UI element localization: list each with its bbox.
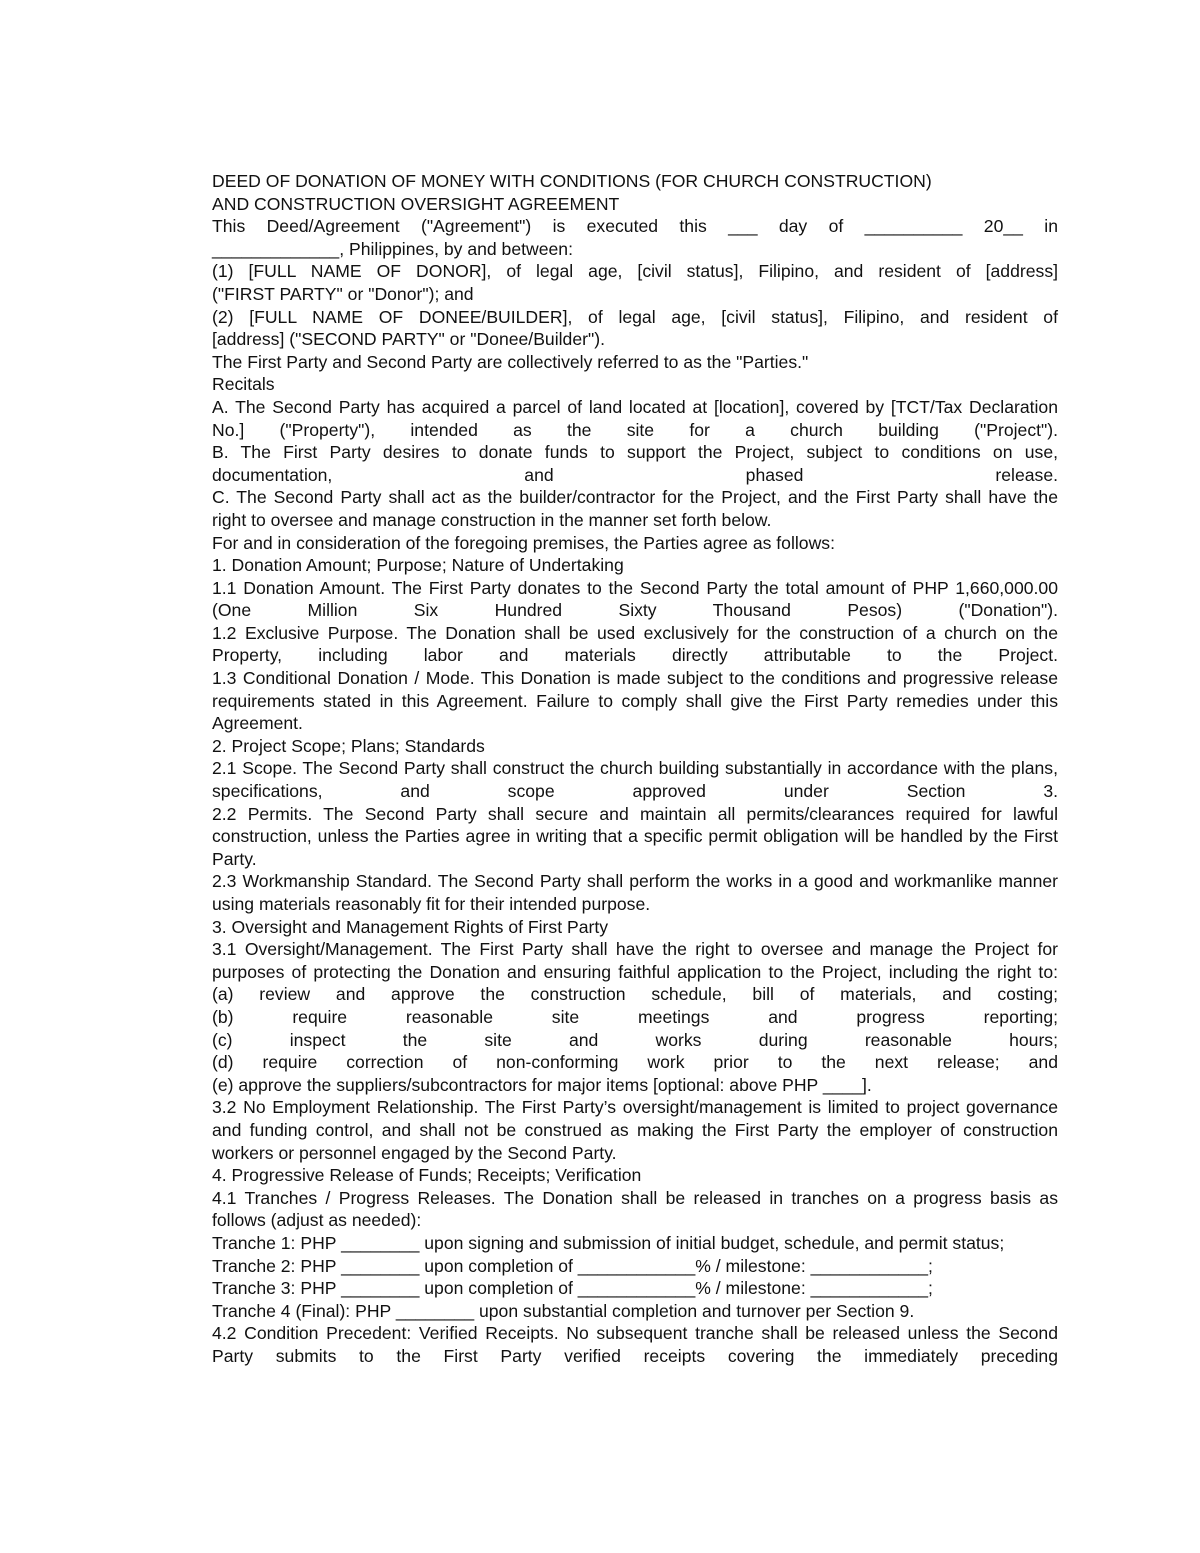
party-two-line-1: (2) [FULL NAME OF DONEE/BUILDER], of legal age, [civil status], Filipino, and resident of [212, 306, 1058, 327]
section-3-1-e: (e) approve the suppliers/subcontractors for major items [optional: above PHP ____]. [212, 1074, 872, 1095]
recital-c: C. The Second Party shall act as the builder/contractor for the Project, and the First Party shall have the right to oversee and manage construction in the manner set forth below. [212, 487, 1058, 530]
title-line-2: AND CONSTRUCTION OVERSIGHT AGREEMENT [212, 193, 620, 214]
recital-b: B. The First Party desires to donate funds to support the Project, subject to conditions on use, documentation, and phased release. [212, 442, 1058, 485]
intro-line-2: _____________, Philippines, by and between: [212, 238, 573, 259]
section-1-heading: 1. Donation Amount; Purpose; Nature of Undertaking [212, 555, 624, 576]
party-one-line-2: ("FIRST PARTY" or "Donor"); and [212, 283, 474, 304]
section-3-1-d: (d) require correction of non-conforming work prior to the next release; and [212, 1052, 1058, 1073]
section-1-3: 1.3 Conditional Donation / Mode. This Donation is made subject to the conditions and progressive release requirements stated in this Agreement. Failure to comply shall give the First Party remedies under this Agreement. [212, 668, 1058, 734]
tranche-3: Tranche 3: PHP ________ upon completion of ____________% / milestone: ____________; [212, 1278, 933, 1299]
section-4-heading: 4. Progressive Release of Funds; Receipts; Verification [212, 1165, 642, 1186]
recitals-heading: Recitals [212, 374, 275, 395]
tranche-4: Tranche 4 (Final): PHP ________ upon substantial completion and turnover per Section 9. [212, 1300, 915, 1321]
party-one-line-1: (1) [FULL NAME OF DONOR], of legal age, [civil status], Filipino, and resident of [address] [212, 261, 1058, 282]
tranche-2: Tranche 2: PHP ________ upon completion of ____________% / milestone: ____________; [212, 1255, 933, 1276]
section-1-1: 1.1 Donation Amount. The First Party donates to the Second Party the total amount of PHP 1,660,000.00 (One Million Six Hundred Sixty Thousand Pesos) ("Donation"). [212, 577, 1058, 621]
section-3-1: 3.1 Oversight/Management. The First Party shall have the right to oversee and manage the Project for purposes of protecting the Donation and ensuring faithful application to the Project, including the right to: [212, 939, 1058, 982]
section-3-2: 3.2 No Employment Relationship. The First Party’s oversight/management is limited to project governance and funding control, and shall not be construed as making the First Party the employer of construction workers or personnel engaged by the Second Party. [212, 1097, 1058, 1163]
section-4-2: 4.2 Condition Precedent: Verified Receipts. No subsequent tranche shall be released unless the Second Party submits to the First Party verified receipts covering the immediately preceding [212, 1323, 1058, 1366]
section-2-1: 2.1 Scope. The Second Party shall construct the church building substantially in accordance with the plans, specifications, and scope approved under Section 3. [212, 758, 1058, 802]
parties-definition: The First Party and Second Party are collectively referred to as the "Parties." [212, 351, 809, 372]
section-2-3: 2.3 Workmanship Standard. The Second Party shall perform the works in a good and workmanlike manner using materials reasonably fit for their intended purpose. [212, 871, 1058, 914]
section-3-1-b: (b) require reasonable site meetings and progress reporting; [212, 1006, 1058, 1027]
party-two-line-2: [address] ("SECOND PARTY" or "Donee/Builder"). [212, 329, 605, 350]
intro-line-1: This Deed/Agreement ("Agreement") is executed this ___ day of __________ 20__ in [212, 216, 1058, 237]
section-2-2: 2.2 Permits. The Second Party shall secure and maintain all permits/clearances required for lawful construction, unless the Parties agree in writing that a specific permit obligation will be handled by the First Party. [212, 803, 1058, 869]
document-page [212, 170, 1058, 1367]
section-3-heading: 3. Oversight and Management Rights of First Party [212, 916, 609, 937]
section-1-2: 1.2 Exclusive Purpose. The Donation shall be used exclusively for the construction of a church on the Property, including labor and materials directly attributable to the Project. [212, 622, 1058, 666]
section-3-1-c: (c) inspect the site and works during reasonable hours; [212, 1029, 1058, 1050]
title-line-1: DEED OF DONATION OF MONEY WITH CONDITIONS (FOR CHURCH CONSTRUCTION) [212, 171, 932, 191]
recital-a: A. The Second Party has acquired a parcel of land located at [location], covered by [TCT/Tax Declaration No.] ("Property"), intended as the site for a church building ("Project"). [212, 396, 1058, 440]
section-3-1-a: (a) review and approve the construction schedule, bill of materials, and costing; [212, 984, 1058, 1005]
consideration-clause: For and in consideration of the foregoing premises, the Parties agree as follows: [212, 532, 835, 553]
tranche-1: Tranche 1: PHP ________ upon signing and submission of initial budget, schedule, and permit status; [212, 1232, 1005, 1253]
section-4-1: 4.1 Tranches / Progress Releases. The Donation shall be released in tranches on a progress basis as follows (adjust as needed): [212, 1187, 1058, 1231]
section-2-heading: 2. Project Scope; Plans; Standards [212, 735, 485, 756]
